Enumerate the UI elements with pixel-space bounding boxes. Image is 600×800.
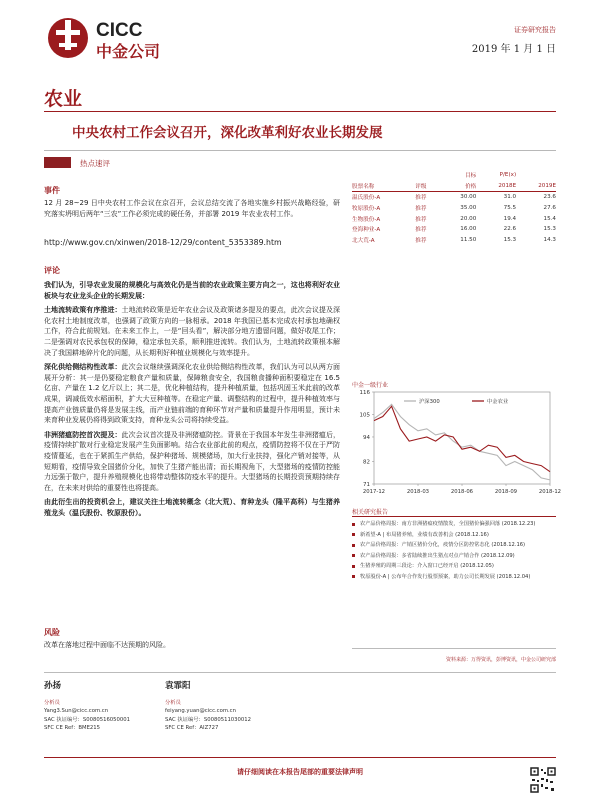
- x-tick-label: 2018-06: [450, 489, 474, 495]
- target-price: 35.00: [460, 205, 477, 212]
- pe-2019: 14.3: [543, 236, 556, 243]
- table-header-cell: 2018E: [498, 182, 517, 189]
- tag-marker: [44, 157, 71, 167]
- divider: [44, 757, 556, 758]
- analyst-sac: SAC 执证编号：S0080516050001: [44, 716, 131, 723]
- target-price: 20.00: [460, 215, 477, 222]
- divider: [352, 516, 556, 517]
- x-tick-label: 2018-12: [538, 489, 562, 495]
- list-item[interactable]: 牧原股份-A | 公布年合作发行股票预案，助力公司长期发展 (2018.12.04): [352, 573, 556, 581]
- list-item[interactable]: 农产品价格周报：多省陆续推出生猪点对点产销合作 (2018.12.09): [352, 552, 556, 560]
- report-type: 证券研究报告: [514, 26, 556, 34]
- stock-name: 温氏股份-A: [352, 195, 381, 202]
- pe-2018: 75.5: [503, 205, 517, 212]
- x-tick-label: 2018-09: [494, 489, 518, 495]
- target-price: 30.00: [460, 194, 477, 201]
- analyst-role: 分析员: [165, 700, 181, 706]
- pe-2018: 19.4: [503, 215, 517, 222]
- table-row: [352, 235, 556, 246]
- logo-cn: 中金公司: [96, 42, 161, 61]
- y-tick-label: 94: [363, 434, 370, 441]
- comment-title: 评论: [44, 266, 60, 275]
- sector-title: 农业: [44, 88, 83, 110]
- table-header-cell: [352, 170, 415, 181]
- analyst-email[interactable]: feiyang.yuan@cicc.com.cn: [165, 708, 236, 715]
- table-header-top: [352, 170, 556, 181]
- report-date: 2019 年 1 月 1 日: [471, 44, 556, 55]
- analyst-card: [165, 680, 251, 732]
- table-header-cell: 2019E: [538, 182, 556, 189]
- table-row: [352, 213, 556, 224]
- table-header-cell: 目标: [465, 173, 477, 180]
- table-row: [352, 192, 556, 203]
- analyst-sac: SAC 执证编号：S0080511030012: [165, 716, 252, 723]
- events-title: 事件: [44, 186, 60, 195]
- line-chart: [352, 386, 562, 500]
- paragraph-body: 此次会议首次提及非洲猪瘟防控。背景在于我国本年发生非洲猪瘟后，疫情持续扩散对行业稳定发展产生负面影响。结合农业部此前的观点，疫情防控将不仅在于严防疫情蔓延，也在于紧抓生产供给，保护种猪场、规模猪场，加大行业扶持，强化产销对接等，从短期看，疫情导致全国猪价分化，加快了生猪产能出清；而长期视角下，大型猪场的疫情防控能力远强于散户，提升养殖规模化也将带动整体防疫水平的提升。大型猪场的长期投资预期持续存在，在未来对供给的重要性也将提高。: [44, 430, 341, 492]
- tag-marker-line: [44, 167, 71, 168]
- series-line-csi300: [374, 404, 550, 480]
- report-tag: 热点速评: [80, 159, 110, 168]
- y-tick-label: 71: [363, 482, 370, 488]
- analyst-name: 孙扬: [44, 681, 62, 691]
- stock-rating-table: [352, 170, 556, 245]
- comment-paragraph-supply: [44, 362, 340, 426]
- cicc-logo: [44, 12, 184, 67]
- risk-body: 改革在落地过程中面临不达预期的风险。: [44, 641, 170, 649]
- related-research-title: 相关研究报告: [352, 509, 389, 516]
- legend-label: 中金农业: [487, 399, 509, 405]
- events-body: 12 月 28~29 日中央农村工作会议在京召开，会议总结交流了各地实施乡村振兴战略经验，研究落实坍明后两年“三农”工作必须完成的硬任务，并部署 2019 年农业农村工作。: [44, 199, 340, 218]
- table-header-cell: 价格: [465, 183, 477, 190]
- table-row: [352, 203, 556, 214]
- pe-2019: 27.6: [543, 205, 556, 212]
- qr-code-icon: [530, 767, 556, 793]
- stock-name: 牧原股份-A: [352, 206, 381, 213]
- stock-name: 生物股份-A: [352, 216, 381, 223]
- analyst-card: [44, 680, 130, 732]
- table-header-cell: 股票名称: [352, 183, 375, 190]
- comment-paragraph-land: [44, 305, 340, 358]
- legend-label: 沪深300: [419, 399, 440, 405]
- list-item[interactable]: 农产品价格周报：产销区猪价分化，疫情分区防控常态化 (2018.12.16): [352, 541, 556, 549]
- risk-title: 风险: [44, 628, 60, 637]
- analyst-email[interactable]: Yang3.Sun@cicc.com.cn: [44, 708, 109, 715]
- plot-frame: [374, 392, 550, 484]
- y-tick-label: 82: [363, 459, 370, 466]
- pe-2018: 15.3: [503, 236, 517, 243]
- sector-performance-chart: [352, 380, 562, 500]
- stock-rating: 推荐: [415, 195, 427, 202]
- stock-name: 北大荒-A: [352, 237, 375, 244]
- paragraph-head: 土地流转政策有序推进：: [44, 306, 122, 315]
- table-header: [352, 181, 556, 192]
- y-tick-label: 105: [359, 412, 370, 419]
- paragraph-body: 此次会议继续强调深化农业供给侧结构性改革，我们认为可以从两方面展开分析：其一是仍要稳定粮食产量和质量，保障粮食安全，我国粮食播种面积要稳定在 16.5 亿亩、产量在 1.2 亿斤以上；其二是，优化种植结构，提升种植质量，包括巩固玉米此前的改革成果，调减低效水稻面积，扩大大豆种植等。在稳定产量、调整结构的过程中，提升种植效率与提高产业链质量仍将是发展主线，而产业链前端的育种环节对产量和质量提升作用明显，预计未来育种业发展仍将得到政策支持，育种龙头公司将持续受益。: [44, 363, 341, 425]
- divider: [44, 150, 556, 151]
- logo-en: CICC: [96, 20, 143, 41]
- pe-2019: 15.4: [543, 215, 556, 222]
- table-row: [352, 224, 556, 235]
- paragraph-body: 土地流转政策是近年农业会议及政策诸多提及的要点，此次会议提及深化农村土地制度改革，也强调了政策方向的一脉相承。2018 年我国已基本完成农村承包地确权工作，符合此前规划。在未来工作上，一是“回头看”，解决部分地方遗留问题，做好收尾工作；二是强调对农民承包权的保障，稳定承包关系，顺利推进流转。我们认为，土地流转政策根本解决了我国耕地碎片化的问题，从长期利好种植业规模化与效率提升。: [44, 306, 341, 357]
- stock-rating: 推荐: [415, 227, 427, 234]
- paragraph-head: 非洲猪瘟防控首次提及：: [44, 430, 122, 439]
- analyst-sfc: SFC CE Ref：AIZ727: [165, 724, 219, 731]
- comment-conclusion: 由此衍生出的投资机会上，建议关注土地流转概念（北大荒）、育种龙头（隆平高科）与生猪养殖龙头（温氏股份、牧原股份）。: [44, 498, 340, 517]
- table-header-cell: [516, 170, 556, 181]
- comment-paragraph-asf: [44, 430, 340, 494]
- x-tick-label: 2017-12: [362, 489, 386, 495]
- analyst-role: 分析员: [44, 700, 60, 706]
- stock-name: 登海种业-A: [352, 227, 381, 234]
- stock-rating: 推荐: [415, 216, 427, 223]
- analyst-name: 袁霏阳: [165, 681, 191, 691]
- y-tick-label: 116: [359, 390, 370, 396]
- comment-lead: 我们认为，引导农业发展的规模化与高效化仍是当前的农业政策主要方向之一，这也将利好农业板块与农业龙头企业的长期发展：: [44, 281, 340, 300]
- paragraph-head: 深化供给侧结构性改革：: [44, 363, 122, 372]
- list-item[interactable]: 农产品价格周报：南方非洲猪瘟疫情散发，全国猪价偏强回落 (2018.12.23): [352, 520, 556, 528]
- report-headline: 中央农村工作会议召开，深化改革利好农业长期发展: [72, 125, 383, 141]
- pe-2019: 23.6: [543, 194, 556, 201]
- table-header-cell: [415, 170, 440, 181]
- pe-2019: 15.3: [543, 226, 556, 233]
- chart-title: 中金一级行业: [352, 382, 389, 389]
- divider: [352, 648, 556, 649]
- legal-disclaimer[interactable]: 请仔细阅读在本报告尾部的重要法律声明: [237, 768, 363, 776]
- stock-rating: 推荐: [415, 237, 427, 244]
- target-price: 11.50: [460, 236, 477, 243]
- stock-rating: 推荐: [415, 206, 427, 213]
- pe-2018: 22.6: [503, 226, 517, 233]
- analyst-sfc: SFC CE Ref：BME215: [44, 724, 101, 731]
- table-header-cell: 评级: [415, 183, 427, 190]
- pe-2018: 31.0: [503, 194, 517, 201]
- related-research-list: [352, 520, 556, 583]
- list-item[interactable]: 新希望-A | 布局猪养殖，业绩有改善机会 (2018.12.16): [352, 531, 556, 539]
- x-tick-label: 2018-03: [406, 489, 430, 495]
- divider: [44, 672, 556, 673]
- list-item[interactable]: 生猪养殖的周期三段论：介入窗口已经开启 (2018.12.05): [352, 562, 556, 570]
- table-header-cell: P/E(x): [499, 172, 517, 179]
- data-source: 资料来源：万得资讯，彭博资讯，中金公司研究部: [445, 657, 556, 663]
- target-price: 16.00: [460, 226, 477, 233]
- divider: [44, 111, 556, 112]
- comment-body: [44, 280, 340, 518]
- events-link[interactable]: http://www.gov.cn/xinwen/2018-12/29/content_5353389.htm: [44, 238, 282, 247]
